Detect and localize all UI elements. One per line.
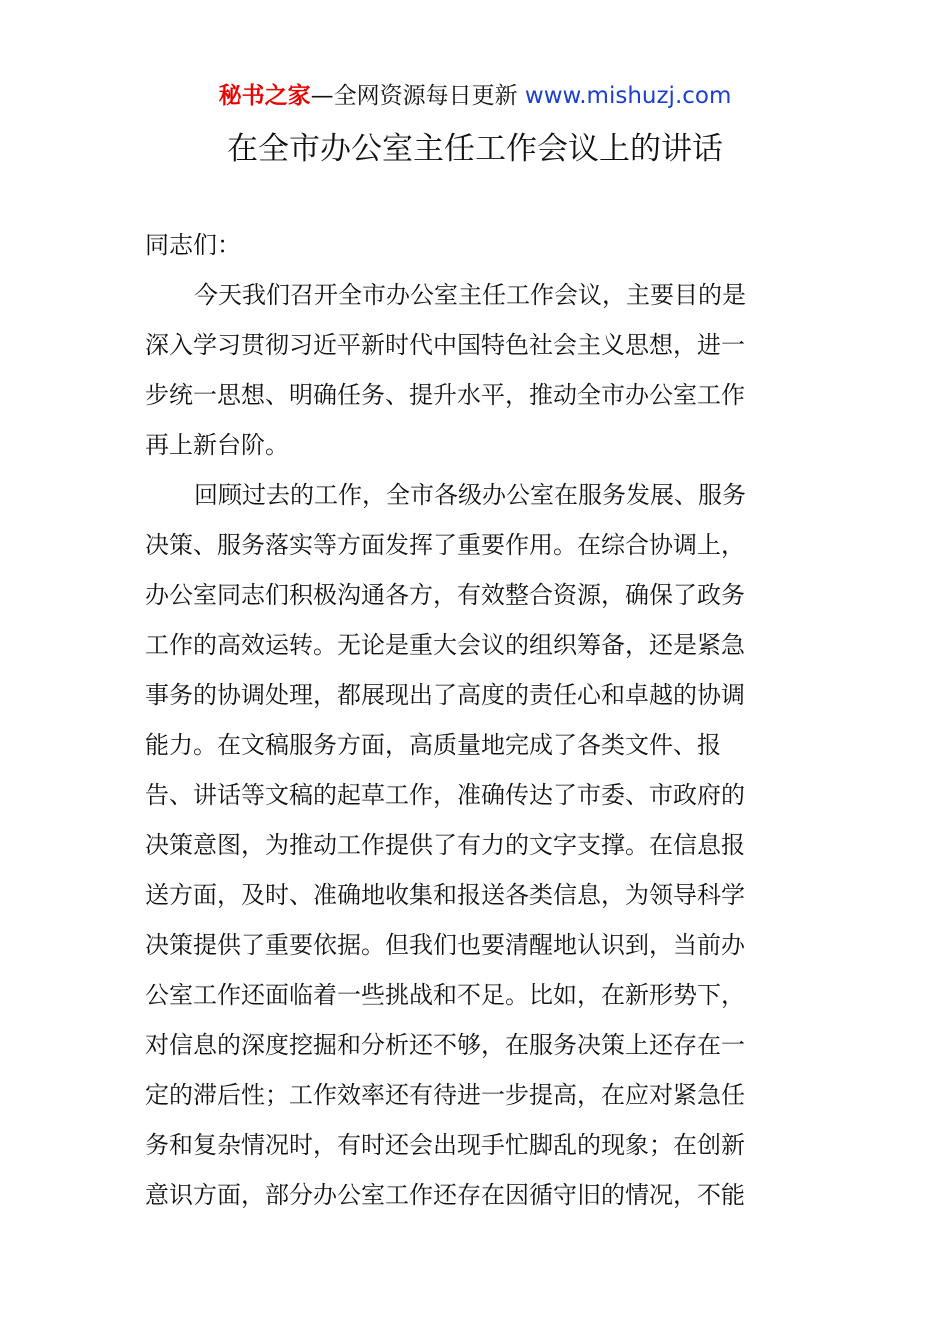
document-body (145, 220, 810, 1220)
paragraph-line: 告、讲话等文稿的起草工作，准确传达了市委、市政府的 (145, 781, 745, 809)
paragraph-line: 步统一思想、明确任务、提升水平，推动全市办公室工作 (145, 381, 745, 409)
brand-name: 秘书之家 (218, 83, 311, 109)
document-title: 在全市办公室主任工作会议上的讲话 (227, 131, 723, 167)
paragraph-line: 再上新台阶。 (145, 431, 289, 459)
site-url[interactable]: www.mishuzj.com (524, 83, 732, 109)
paragraph-line: 公室工作还面临着一些挑战和不足。比如，在新形势下， (145, 981, 745, 1009)
paragraph-line: 办公室同志们积极沟通各方，有效整合资源，确保了政务 (145, 581, 745, 609)
paragraph-line: 决策意图，为推动工作提供了有力的文字支撑。在信息报 (145, 831, 745, 859)
paragraph-line: 回顾过去的工作，全市各级办公室在服务发展、服务 (194, 481, 746, 509)
paragraph-line: 送方面，及时、准确地收集和报送各类信息，为领导科学 (145, 881, 745, 909)
paragraph-line: 决策、服务落实等方面发挥了重要作用。在综合协调上， (145, 531, 745, 559)
paragraph-line: 对信息的深度挖掘和分析还不够，在服务决策上还存在一 (145, 1031, 745, 1059)
header-tagline: —全网资源每日更新 (310, 83, 525, 109)
site-header (0, 80, 950, 112)
paragraph-line: 决策提供了重要依据。但我们也要清醒地认识到，当前办 (145, 931, 745, 959)
paragraph-line: 定的滞后性；工作效率还有待进一步提高，在应对紧急任 (145, 1081, 745, 1109)
paragraph-line: 意识方面，部分办公室工作还存在因循守旧的情况，不能 (145, 1181, 745, 1209)
paragraph-line: 能力。在文稿服务方面，高质量地完成了各类文件、报 (145, 731, 721, 759)
paragraph-line: 务和复杂情况时，有时还会出现手忙脚乱的现象；在创新 (145, 1131, 745, 1159)
paragraph-line: 深入学习贯彻习近平新时代中国特色社会主义思想，进一 (145, 331, 745, 359)
salutation: 同志们： (145, 231, 241, 259)
paragraph-line: 事务的协调处理，都展现出了高度的责任心和卓越的协调 (145, 681, 745, 709)
paragraph-line: 工作的高效运转。无论是重大会议的组织筹备，还是紧急 (145, 631, 745, 659)
paragraph-line: 今天我们召开全市办公室主任工作会议，主要目的是 (194, 281, 746, 309)
